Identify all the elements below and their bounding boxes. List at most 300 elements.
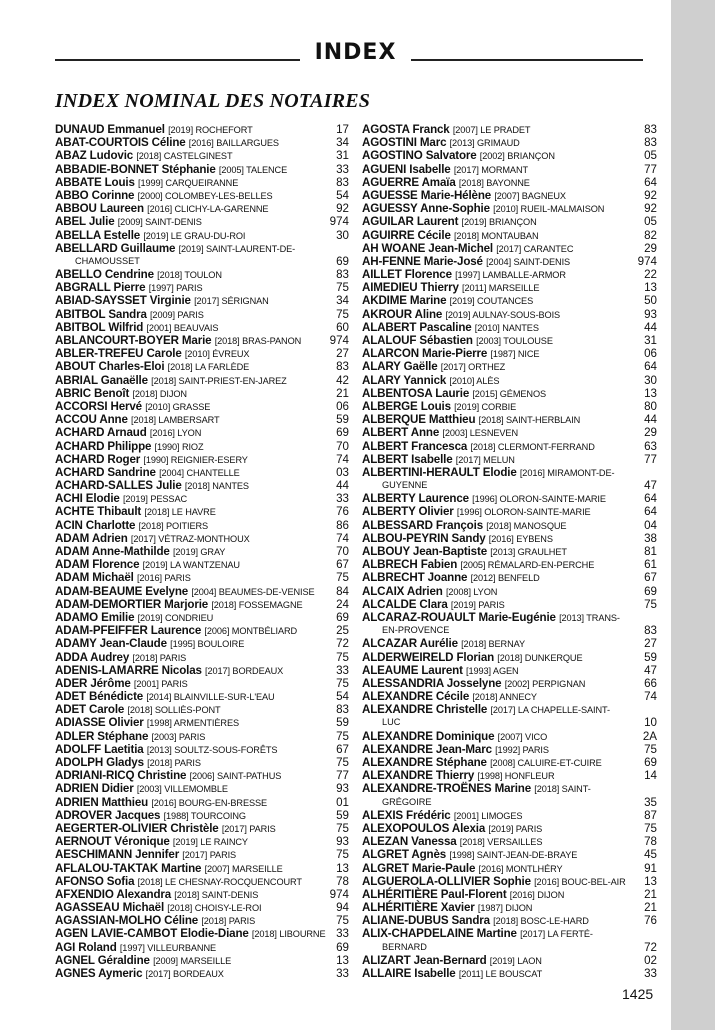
index-entry-continuation [362, 624, 657, 637]
page-reference: 47 [644, 479, 657, 493]
index-entry [362, 413, 657, 426]
page-reference: 03 [336, 465, 349, 479]
page-reference: 83 [644, 624, 657, 638]
notary-info: [1992] PARIS [495, 744, 549, 755]
page-reference: 83 [644, 136, 657, 150]
index-header [55, 38, 643, 68]
notary-info: [2002] PERPIGNAN [504, 678, 586, 689]
page-reference: 59 [336, 413, 349, 427]
notary-info: [2018] PARIS [201, 916, 256, 927]
page-reference: 92 [336, 202, 349, 216]
page-reference: 01 [336, 795, 349, 809]
index-entry [362, 835, 657, 848]
notary-info: [2013] GRIMAUD [449, 138, 520, 149]
index-entry [55, 875, 349, 888]
index-entry-continuation [362, 479, 657, 492]
page-reference: 54 [336, 188, 349, 202]
notary-info: [2016] MONTLHÉRY [478, 863, 563, 874]
notary-info: [2018] LE HAVRE [144, 507, 216, 518]
notary-info: [2009] PARIS [149, 309, 204, 320]
notary-info-continued: EN-PROVENCE [382, 625, 450, 636]
page-reference: 06 [644, 347, 657, 361]
index-entry [55, 347, 349, 360]
page-reference: 27 [336, 347, 349, 361]
notary-name: AESCHIMANN Jennifer [55, 848, 180, 862]
page-reference: 74 [336, 452, 349, 466]
page-reference: 75 [644, 821, 657, 835]
page-reference: 33 [336, 162, 349, 176]
page-reference: 64 [644, 492, 657, 506]
index-entry [55, 492, 349, 505]
side-margin-strip [671, 0, 715, 1030]
notary-name: ALEXANDRE Thierry [362, 769, 475, 783]
notary-name: ALBERTY Olivier [362, 505, 454, 519]
notary-name: ALBERTINI-HERAULT Elodie [362, 465, 517, 479]
index-entry [55, 229, 349, 242]
notary-name: AGUESSY Anne-Sophie [362, 202, 490, 216]
notary-info: [2016] EYBENS [488, 533, 553, 544]
index-entry [55, 848, 349, 861]
page-reference: 66 [644, 676, 657, 690]
notary-name: DUNAUD Emmanuel [55, 123, 165, 136]
index-column-right [362, 123, 657, 980]
page-reference: 35 [644, 795, 657, 809]
notary-info: [2011] LE BOUSCAT [458, 969, 543, 979]
index-entry [55, 862, 349, 875]
notary-info: [2000] COLOMBEY-LES-BELLES [137, 190, 273, 201]
notary-name: AFONSO Sofia [55, 874, 135, 888]
index-entry [362, 215, 657, 228]
index-entry [55, 294, 349, 307]
index-entry [55, 690, 349, 703]
index-entry [362, 954, 657, 967]
notary-name: ALBERTY Laurence [362, 492, 469, 506]
notary-name: ALEXANDRE Dominique [362, 729, 495, 743]
notary-name: ACHARD Philippe [55, 439, 152, 453]
page-reference: 67 [336, 558, 349, 572]
index-entry [362, 255, 657, 268]
notary-name: ALEXANDRE Cécile [362, 690, 470, 704]
notary-info: [2016] CLICHY-LA-GARENNE [147, 204, 269, 215]
notary-name: AFXENDIO Alexandra [55, 887, 172, 901]
index-entry [55, 426, 349, 439]
page-reference: 05 [644, 215, 657, 229]
index-entry [55, 479, 349, 492]
notary-info: [2009] SAINT-DENIS [117, 217, 202, 228]
notary-info: [2016] MIRAMONT-DE- [519, 467, 615, 478]
notary-name: AGOSTINO Salvatore [362, 149, 477, 163]
page-reference: 33 [336, 967, 349, 980]
notary-info: [2019] PARIS [488, 823, 543, 834]
page-reference: 74 [644, 690, 657, 704]
index-entry [55, 453, 349, 466]
notary-name: ADAMO Emilie [55, 610, 135, 624]
notary-info: [2004] CHANTELLE [159, 467, 240, 478]
page-reference: 13 [336, 861, 349, 875]
index-column-left [55, 123, 349, 980]
notary-info: [2019] BRIANÇON [461, 217, 537, 228]
page-reference: 67 [336, 742, 349, 756]
page-reference: 92 [644, 202, 657, 216]
index-entry [362, 374, 657, 387]
page-reference: 75 [336, 848, 349, 862]
notary-info: [2018] VERSAILLES [459, 837, 543, 848]
notary-name: AH-FENNE Marie-José [362, 254, 483, 268]
notary-name: AEGERTER-OLIVIER Christèle [55, 821, 219, 835]
index-entry [55, 374, 349, 387]
notary-name: ALALOUF Sébastien [362, 334, 473, 347]
page-reference: 44 [336, 479, 349, 493]
index-entry [362, 163, 657, 176]
page-reference: 06 [336, 399, 349, 413]
notary-info-continued: GRÉGOIRE [382, 796, 432, 807]
notary-name: ALEXANDRE Christelle [362, 703, 488, 717]
notary-name: ABITBOL Sandra [55, 307, 147, 321]
page-reference: 69 [336, 940, 349, 954]
page-reference: 86 [336, 518, 349, 532]
notary-info: [2018] LE CHESNAY-ROCQUENCOURT [137, 876, 302, 887]
page-reference: 78 [644, 835, 657, 849]
index-entry [55, 440, 349, 453]
notary-name: ALBOUY Jean-Baptiste [362, 545, 487, 558]
page-reference: 72 [336, 637, 349, 651]
notary-info: [2018] MANOSQUE [486, 520, 567, 531]
page-reference: 94 [336, 901, 349, 915]
notary-info: [2019] LAON [489, 955, 542, 966]
notary-info: [2007] VICO [497, 731, 548, 742]
page-reference: 21 [336, 386, 349, 400]
notary-name: ADER Jérôme [55, 676, 131, 690]
page-reference: 13 [644, 874, 657, 888]
notary-name: ADRIEN Didier [55, 782, 134, 796]
notary-info: [2018] LIBOURNE [251, 929, 326, 940]
notary-name: ACHARD-SALLES Julie [55, 479, 182, 493]
notary-info: [2007] MARSEILLE [204, 863, 283, 874]
page-reference: 25 [336, 624, 349, 638]
index-entry [55, 189, 349, 202]
page-reference: 44 [644, 320, 657, 334]
index-entry [55, 835, 349, 848]
notary-name: ADOLPH Gladys [55, 756, 144, 769]
index-entry [362, 690, 657, 703]
notary-info: [2013] SOULTZ-SOUS-FORÊTS [146, 744, 278, 755]
notary-name: ACIN Charlotte [55, 518, 136, 532]
notary-name: ALBERT Isabelle [362, 452, 453, 466]
page-reference: 13 [644, 281, 657, 295]
page-reference: 13 [336, 953, 349, 967]
index-entry [362, 598, 657, 611]
page-reference: 31 [336, 149, 349, 163]
notary-name: AGUIRRE Cécile [362, 228, 451, 242]
notary-name: ALCAIX Adrien [362, 584, 443, 598]
notary-name: ADLER Stéphane [55, 729, 149, 743]
notary-info: [1990] RIOZ [154, 441, 204, 452]
page-reference: 75 [336, 729, 349, 743]
notary-info: [2018] SAINT- [534, 784, 591, 795]
notary-name: ADAM Adrien [55, 531, 128, 545]
index-entry [55, 163, 349, 176]
index-entry [55, 743, 349, 756]
page-reference: 22 [644, 268, 657, 282]
notary-name: AGNEL Géraldine [55, 953, 150, 967]
notary-info: [1996] OLORON-SAINTE-MARIE [456, 507, 591, 518]
notary-name: ABBOU Laureen [55, 202, 144, 216]
page-reference: 44 [644, 413, 657, 427]
notary-name: ADAM Anne-Mathilde [55, 545, 170, 558]
notary-info: [1997] PARIS [148, 283, 203, 294]
index-entry [362, 334, 657, 347]
page-reference: 77 [336, 769, 349, 783]
notary-name: ADAM Florence [55, 558, 140, 572]
notary-name: ADIASSE Olivier [55, 716, 144, 730]
index-entry [362, 611, 657, 624]
page-reference: 76 [336, 505, 349, 519]
index-entry [55, 796, 349, 809]
page-reference: 60 [336, 320, 349, 334]
notary-name: AGOSTINI Marc [362, 136, 447, 150]
page-reference: 974 [329, 334, 349, 347]
notary-info: [2016] BOURG-EN-BRESSE [151, 797, 268, 808]
notary-info: [2018] LAMBERSART [131, 415, 220, 426]
notary-name: ADET Carole [55, 703, 125, 717]
index-entry [362, 914, 657, 927]
notary-info: [2013] GRAULHET [490, 547, 567, 557]
page-reference: 75 [336, 821, 349, 835]
page-reference: 04 [644, 518, 657, 532]
notary-name: AFLALOU-TAKTAK Martine [55, 861, 202, 875]
page-reference: 75 [336, 571, 349, 585]
notary-name: ADAM Michaël [55, 571, 134, 585]
page-reference: 63 [644, 439, 657, 453]
page-reference: 31 [644, 334, 657, 347]
notary-info: [2007] BAGNEUX [494, 190, 566, 201]
notary-name: ALEZAN Vanessa [362, 835, 457, 849]
notary-name: ADDA Audrey [55, 650, 130, 664]
page-reference: 70 [336, 545, 349, 558]
page-reference: 75 [336, 650, 349, 664]
notary-name: ABITBOL Wilfrid [55, 320, 144, 334]
notary-info: [2001] PARIS [133, 678, 188, 689]
index-entry [55, 571, 349, 584]
index-entry [55, 136, 349, 149]
notary-info: [1999] CARQUEIRANNE [138, 177, 239, 188]
index-entry [55, 927, 349, 940]
page-reference: 21 [644, 887, 657, 901]
notary-name: ADRIANI-RICQ Christine [55, 769, 187, 783]
notary-name: ALCARAZ-ROUAULT Marie-Eugénie [362, 610, 556, 624]
notary-info: [2017] MORMANT [453, 164, 529, 175]
notary-info: [2016] PARIS [136, 573, 191, 584]
notary-name: AGUERRE Amaïa [362, 175, 456, 189]
page-reference: 33 [644, 967, 657, 980]
index-entry [362, 426, 657, 439]
notary-name: AGNES Aymeric [55, 967, 143, 980]
notary-info: [2001] LIMOGES [453, 810, 523, 821]
page-reference: 14 [644, 769, 657, 783]
index-entry [362, 136, 657, 149]
notary-info: [2008] CALUIRE-ET-CUIRE [490, 758, 602, 768]
index-entry-continuation [362, 716, 657, 729]
page-reference: 13 [644, 386, 657, 400]
page-reference: 77 [644, 452, 657, 466]
notary-name: ALBERT Anne [362, 426, 440, 440]
notary-name: ALBERQUE Matthieu [362, 413, 476, 427]
notary-info: [1990] REIGNIER-ESERY [143, 454, 248, 465]
notary-info: [2017] PARIS [221, 823, 276, 834]
index-entry [55, 624, 349, 637]
notary-name: ADAM-DEMORTIER Marjorie [55, 597, 209, 611]
index-entry [55, 941, 349, 954]
notary-info: [1987] NICE [490, 349, 540, 360]
index-entry [362, 571, 657, 584]
index-entry [55, 888, 349, 901]
notary-info: [2018] FOSSEMAGNE [211, 599, 303, 610]
page-reference: 64 [644, 175, 657, 189]
notary-name: AILLET Florence [362, 268, 452, 282]
page-reference: 83 [336, 360, 349, 374]
index-entry [55, 545, 349, 558]
notary-name: ALEAUME Laurent [362, 663, 463, 677]
notary-info: [2019] PARIS [450, 599, 505, 610]
page-number: 1425 [622, 986, 654, 1002]
notary-info: [2015] GÉMENOS [472, 388, 547, 399]
notary-name: AERNOUT Véronique [55, 835, 170, 849]
notary-info: [2019] CONDRIEU [137, 612, 214, 623]
notary-name: ADENIS-LAMARRE Nicolas [55, 663, 202, 677]
index-entry [55, 769, 349, 782]
notary-name: ALBESSARD François [362, 518, 483, 532]
index-entry [55, 611, 349, 624]
page-reference: 75 [336, 914, 349, 928]
index-entry [362, 848, 657, 861]
notary-info: [2018] BAYONNE [458, 177, 530, 188]
notary-name: ALGRET Agnès [362, 848, 447, 862]
notary-name: ALIX-CHAPDELAINE Martine [362, 927, 517, 941]
notary-info: [2006] SAINT-PATHUS [189, 771, 282, 782]
index-entry [55, 809, 349, 822]
notary-info: [2008] LYON [445, 586, 498, 597]
index-entry [362, 360, 657, 373]
index-entry [55, 730, 349, 743]
page-reference: 29 [644, 426, 657, 440]
page-reference: 77 [644, 162, 657, 176]
notary-name: AKDIME Marine [362, 294, 447, 308]
notary-name: ACHARD Sandrine [55, 465, 156, 479]
notary-info: [2018] PARIS [132, 652, 187, 663]
page-reference: 75 [336, 307, 349, 321]
notary-info: [1998] HONFLEUR [477, 771, 555, 782]
page-reference: 47 [644, 663, 657, 677]
index-entry [55, 558, 349, 571]
notary-info: [2018] CHOISY-LE-ROI [167, 903, 262, 914]
notary-name: ALHÉRITIÈRE Xavier [362, 901, 475, 915]
index-entry [55, 281, 349, 294]
index-entry [55, 756, 349, 769]
notary-name: ABBADIE-BONNET Stéphanie [55, 162, 216, 176]
notary-info: [2019] LE RAINCY [172, 837, 248, 848]
header-rule-left [55, 59, 300, 61]
notary-info: [2009] MARSEILLE [153, 955, 232, 966]
notary-name: ABLER-TREFEU Carole [55, 347, 182, 361]
index-entry [362, 756, 657, 769]
index-entry [55, 466, 349, 479]
index-entry [55, 677, 349, 690]
notary-name: AGOSTA Franck [362, 123, 450, 136]
notary-info: [2002] BRIANÇON [479, 151, 555, 162]
notary-info: [2018] NANTES [184, 481, 249, 492]
notary-info: [2004] BEAUMES-DE-VENISE [191, 586, 315, 597]
notary-name: ALHÉRITIÈRE Paul-Florent [362, 887, 507, 901]
notary-name: ALARY Yannick [362, 373, 447, 387]
notary-info: [2003] PARIS [151, 731, 206, 742]
index-entry [362, 769, 657, 782]
notary-info: [2004] SAINT-DENIS [486, 256, 571, 267]
index-entry [55, 703, 349, 716]
index-entry [362, 492, 657, 505]
index-entry-continuation [362, 796, 657, 809]
notary-info: [2018] LA FARLÈDE [167, 362, 250, 373]
page-reference: 59 [336, 808, 349, 822]
notary-name: ALIANE-DUBUS Sandra [362, 914, 490, 928]
notary-info: [2010] NANTES [474, 322, 539, 333]
index-entry [55, 782, 349, 795]
header-rule-right [411, 59, 643, 61]
notary-info: [2018] ANNECY [472, 692, 537, 703]
index-entry [55, 954, 349, 967]
page-reference: 2A [642, 729, 657, 743]
notary-info: [2019] ROCHEFORT [168, 125, 253, 135]
notary-info: [2006] MONTBÉLIARD [204, 626, 298, 637]
notary-info: [2018] DIJON [132, 388, 187, 399]
notary-info: [2017] LA CHAPELLE-SAINT- [490, 705, 610, 716]
index-entry [362, 189, 657, 202]
page-reference: 81 [644, 545, 657, 558]
index-entry-continuation [55, 255, 349, 268]
index-entry [55, 202, 349, 215]
notary-info: [2003] VILLEMOMBLE [136, 784, 228, 795]
page-reference: 974 [637, 254, 657, 268]
index-entry [362, 927, 657, 940]
index-entry [55, 505, 349, 518]
notary-info: [2017] VÉTRAZ-MONTHOUX [130, 533, 250, 544]
index-entry [362, 822, 657, 835]
notary-info-continued: CHAMOUSSET [75, 255, 140, 266]
page-reference: 70 [336, 439, 349, 453]
index-entry [362, 558, 657, 571]
notary-info: [2013] TRANS- [559, 612, 620, 623]
index-entry [362, 453, 657, 466]
page-reference: 34 [336, 136, 349, 150]
notary-name: ABBO Corinne [55, 188, 135, 202]
notary-name: ALEXANDRE Jean-Marc [362, 742, 492, 756]
notary-info: [1988] TOURCOING [163, 810, 246, 821]
notary-info: [2018] CASTELGINEST [136, 151, 233, 162]
notary-info: [2016] BAILLARGUES [188, 138, 279, 149]
index-entry [362, 664, 657, 677]
notary-info: [2005] RÉMALARD-EN-PERCHE [460, 560, 595, 571]
notary-info: [2005] TALENCE [218, 164, 288, 175]
notary-name: ABAT-COURTOIS Céline [55, 136, 186, 150]
index-entry [362, 730, 657, 743]
index-entry [55, 321, 349, 334]
notary-name: AGASSEAU Michaël [55, 901, 165, 915]
page-reference: 92 [644, 188, 657, 202]
notary-info: [2017] CARANTEC [496, 243, 574, 254]
index-entry [362, 875, 657, 888]
index-entry [362, 347, 657, 360]
notary-name: ADET Bénédicte [55, 690, 144, 704]
notary-info: [2017] BORDEAUX [205, 665, 284, 676]
